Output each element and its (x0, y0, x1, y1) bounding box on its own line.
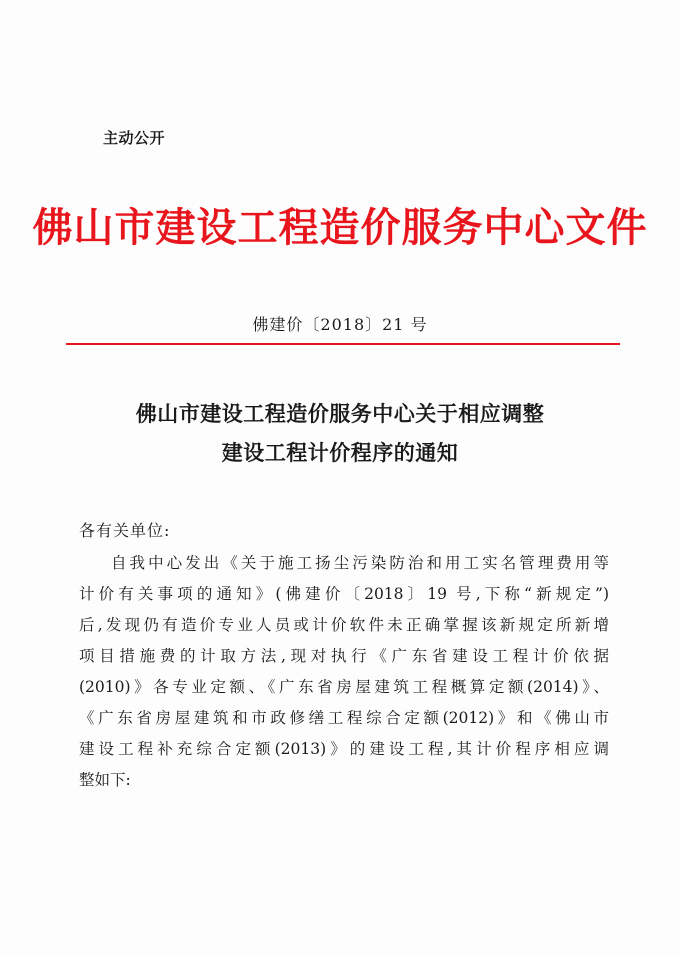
body-line: 自我中心发出《关于施工扬尘污染防治和用工实名管理费用等 (111, 554, 609, 572)
body-line: 后,发现仍有造价专业人员或计价软件未正确掌握该新规定所新增 (79, 616, 609, 634)
body-line: 整如下: (79, 771, 131, 789)
notice-title (0, 394, 680, 472)
body-paragraph (79, 548, 609, 796)
notice-title-line-2: 建设工程计价程序的通知 (221, 440, 459, 465)
disclosure-label: 主动公开 (103, 129, 166, 147)
salutation: 各有关单位: (79, 521, 171, 540)
body-line: 建设工程补充综合定额(2013)》的建设工程,其计价程序相应调 (79, 740, 609, 758)
document-number: 佛建价〔2018〕21 号 (252, 315, 428, 334)
issuer-banner: 佛山市建设工程造价服务中心文件 (32, 204, 648, 251)
body-line: 计价有关事项的通知》(佛建价〔2018〕19 号,下称“新规定”) (79, 585, 609, 603)
body-line: 《广东省房屋建筑和市政修缮工程综合定额(2012)》和《佛山市 (79, 709, 609, 727)
notice-title-line-1: 佛山市建设工程造价服务中心关于相应调整 (135, 401, 545, 426)
body-line: 项目措施费的计取方法,现对执行《广东省建设工程计价依据 (79, 647, 609, 665)
body-line: (2010)》各专业定额、《广东省房屋建筑工程概算定额(2014)》、 (79, 678, 609, 696)
red-divider-line (66, 343, 620, 345)
